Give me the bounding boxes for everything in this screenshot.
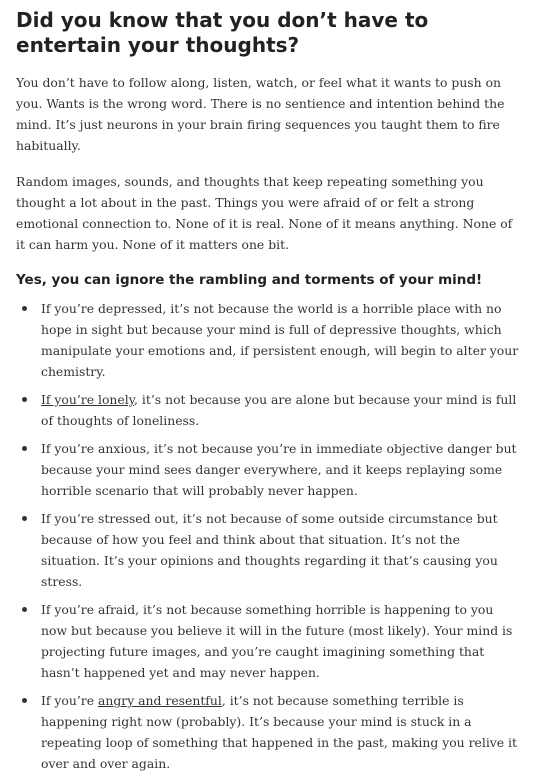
bullet-icon [22, 516, 27, 521]
paragraph: You don’t have to follow along, listen, watch, or feel what it wants to push on you. Wants is the wrong word. There is no sentience and intention behind the mind. It’s just neurons in your brain firing sequences you taught them to fire habitually. [16, 75, 505, 153]
angry-resentful-link[interactable]: angry and resentful [98, 693, 222, 708]
bullet-icon [22, 698, 27, 703]
list-item [16, 389, 522, 431]
list-item-text: If you’re depressed, it’s not because the world is a horrible place with no hope in sight but because your mind is full of depressive thoughts, which manipulate your emotions and, if persistent enough, will begin to alter your chemistry. [41, 301, 519, 379]
bullet-icon [22, 397, 27, 402]
bullet-list [16, 298, 522, 774]
list-item-text: , it’s not because something terrible is happening right now (probably). It’s because your mind is stuck in a repeating loop of something that happened in the past, making you relive it over and over again. [41, 693, 517, 771]
lonely-link[interactable]: If you’re lonely [41, 392, 135, 407]
list-item [16, 690, 522, 774]
list-item-text: , it’s not because you are alone but because your mind is full of thoughts of loneliness. [41, 392, 517, 428]
list-item [16, 599, 522, 683]
bullet-icon [22, 607, 27, 612]
paragraph: Random images, sounds, and thoughts that keep repeating something you thought a lot about in the past. Things you were afraid of or felt a strong emotional connection to. None of it is real. None of it means anything. None of it can harm you. None of it matters one bit. [16, 174, 513, 252]
list-item-text: If you’re anxious, it’s not because you’re in immediate objective danger but because your mind sees danger everywhere, and it keeps replaying some horrible scenario that will probably never happen. [41, 441, 517, 498]
list-item-text: If you’re afraid, it’s not because something horrible is happening to you now but because you believe it will in the future (most likely). Your mind is projecting future images, and you’re caught imagining something that hasn’t happened yet and may never happen. [41, 602, 513, 680]
article-title: Did you know that you don’t have to entertain your thoughts? [16, 8, 429, 57]
list-item [16, 508, 522, 592]
bullet-icon [22, 306, 27, 311]
list-item [16, 298, 522, 382]
list-item-text: If you’re stressed out, it’s not because of some outside circumstance but because of how you feel and think about that situation. It’s not the situation. It’s your opinions and thoughts regarding it that’s causing you stress. [41, 511, 498, 589]
list-item-prefix: If you’re [41, 693, 98, 708]
bullet-icon [22, 446, 27, 451]
section-subheading: Yes, you can ignore the rambling and torments of your mind! [16, 272, 483, 288]
list-item [16, 438, 522, 501]
